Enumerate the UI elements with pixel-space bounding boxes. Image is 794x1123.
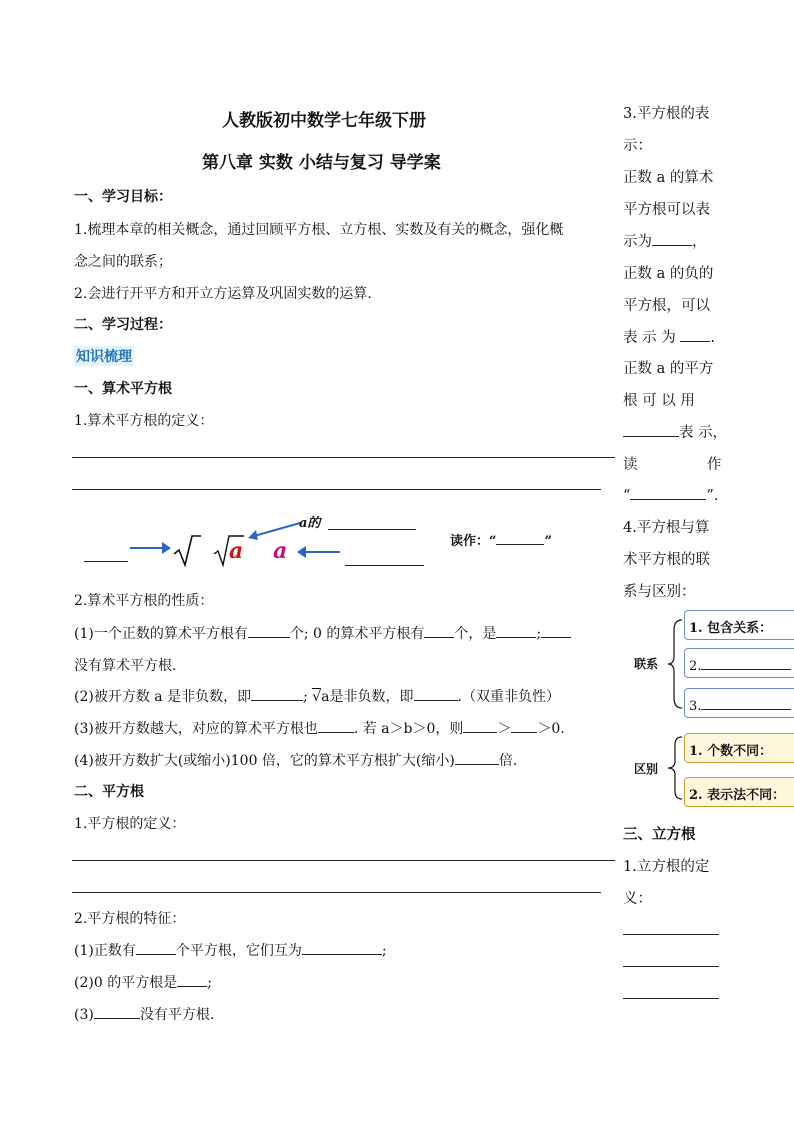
side-line: 正数 a 的平方 [623, 361, 714, 377]
a-label [299, 512, 320, 531]
f2-text-a: (2)0 的平方根是 [74, 975, 178, 991]
side-text: 表 示 为 [623, 330, 676, 346]
brace-icon [666, 735, 684, 801]
f2-text-b: ; [207, 975, 212, 991]
knowledge-tag: 知识梳理 [74, 346, 134, 366]
side-line: 平方根，可以 [623, 298, 710, 314]
features-title: 2.平方根的特征： [74, 911, 186, 927]
relation-box-3 [684, 688, 794, 718]
side-line: 正数 a 的负的 [623, 266, 714, 282]
property-1-cont: 没有算术平方根. [74, 658, 177, 674]
section-1-definition: 1.算术平方根的定义： [74, 413, 214, 429]
p4-text-a: (4)被开方数扩大(或缩小)100 倍，它的算术平方根扩大(缩小) [74, 753, 455, 769]
blank [414, 686, 458, 701]
goal-item-1: 1.梳理本章的相关概念，通过回顾平方根、立方根、实数及有关的概念，强化概 [74, 222, 564, 238]
radical-sign-icon [172, 534, 202, 568]
blank [630, 485, 706, 500]
answer-line [72, 860, 615, 861]
side-line [623, 485, 718, 504]
section-3-definition: 1.立方根的定 [623, 859, 710, 875]
p3-text-a: (3)被开方数越大，对应的算术平方根也 [74, 721, 318, 737]
answer-line [72, 892, 601, 893]
blank [652, 231, 692, 246]
blank [701, 655, 791, 670]
side-line: 作 [707, 457, 722, 473]
property-1 [74, 623, 571, 643]
side-text: . [710, 330, 715, 346]
blank [455, 750, 499, 765]
process-heading: 二、学习过程： [74, 317, 172, 333]
blank [424, 623, 454, 638]
side-line [623, 421, 727, 442]
diagram-blank-left [84, 561, 128, 562]
feature-3 [74, 1004, 214, 1024]
blank [302, 940, 382, 955]
feature-1 [74, 940, 387, 960]
a-label-text: a的 [299, 516, 321, 531]
blank [680, 327, 710, 342]
relation-box-2-label: 2. [689, 659, 702, 674]
difference-box-1 [684, 733, 794, 763]
doc-title: 人教版初中数学七年级下册 [222, 111, 426, 131]
p2-text-c: a是非负数，即 [321, 689, 414, 705]
section-2-heading: 二、平方根 [74, 784, 144, 800]
section-1-heading: 一、算术平方根 [74, 381, 172, 397]
relation-box-1-text: 1. 包含关系： [689, 621, 773, 636]
f3-text-a: (3) [74, 1007, 94, 1023]
answer-line [623, 934, 719, 935]
p4-text-b: 倍. [498, 753, 518, 769]
relation-label: 联系 [634, 657, 659, 671]
p3-text-c: ＞ [497, 721, 512, 737]
read-as-close: ” [544, 534, 552, 549]
difference-box-2-text: 2. 表示法不同： [689, 788, 786, 803]
answer-line [623, 998, 719, 999]
property-3 [74, 718, 565, 738]
blank [318, 718, 354, 733]
feature-2 [74, 972, 212, 992]
side-text: ， [692, 234, 707, 250]
side-line: 4.平方根与算 [623, 520, 710, 536]
p1-text-a: (1)一个正数的算术平方根有 [74, 626, 248, 642]
property-2 [74, 686, 560, 706]
radicand-a: a [229, 538, 244, 564]
side-text: 示为 [623, 234, 652, 250]
f1-text-b: 个平方根，它们互为 [175, 943, 302, 959]
relation-box-2 [684, 648, 794, 678]
f1-text-a: (1)正数有 [74, 943, 136, 959]
goals-heading: 一、学习目标： [74, 189, 172, 205]
p2-text-a: (2)被开方数 a 是非负数，即 [74, 689, 252, 705]
blank [623, 422, 679, 437]
side-line: 正数 a 的算术 [623, 170, 714, 186]
p1-text-d: ; [536, 626, 542, 642]
side-line [623, 326, 715, 347]
relation-box-3-label: 3. [689, 699, 702, 714]
blank [94, 1004, 140, 1019]
side-line: 3.平方根的表 [623, 106, 710, 122]
read-as-label [450, 530, 552, 549]
section-3-definition-cont: 义： [623, 891, 652, 907]
side-line: 根 可 以 用 [623, 393, 695, 409]
side-line: 示： [623, 138, 652, 154]
side-text: 表 示， [679, 425, 728, 441]
relation-box-2-text [689, 655, 791, 674]
p1-text-c: 个，是 [454, 626, 497, 642]
side-text: ”. [706, 488, 719, 504]
blank [511, 718, 537, 733]
difference-box-1-text: 1. 个数不同： [689, 744, 773, 759]
side-line: 平方根可以表 [623, 202, 710, 218]
blank [248, 623, 290, 638]
arrow-up-left-icon [246, 520, 302, 542]
blank [496, 623, 536, 638]
diagram-blank-top [328, 529, 416, 530]
p2-text-b: ; [303, 689, 308, 705]
p3-text-d: ＞0. [537, 721, 565, 737]
section-2-definition: 1.平方根的定义： [74, 816, 186, 832]
goal-item-2: 2.会进行开平方和开立方运算及巩固实数的运算. [74, 286, 372, 302]
brace-icon [666, 618, 684, 710]
blank [136, 940, 176, 955]
relation-box-3-text [689, 695, 791, 714]
blank [463, 718, 497, 733]
answer-line [623, 966, 719, 967]
f3-text-b: 没有平方根. [139, 1007, 215, 1023]
f1-text-c: ; [381, 943, 387, 959]
p1-text-b: 个; 0 的算术平方根有 [289, 626, 425, 642]
goal-item-1-cont: 念之间的联系； [74, 254, 172, 270]
side-line: 系与区别： [623, 584, 696, 600]
p2-text-d: .（双重非负性） [457, 689, 560, 705]
arrow-left-icon [296, 545, 342, 559]
section-3-heading: 三、立方根 [623, 826, 696, 843]
p3-text-b: . 若 a＞b＞0，则 [353, 721, 464, 737]
blank [701, 695, 791, 710]
side-line [623, 230, 707, 251]
side-text: “ [623, 488, 631, 504]
difference-box-2 [684, 777, 794, 807]
letter-a: a [273, 538, 288, 564]
relation-box-1 [684, 610, 794, 640]
side-line: 读 [623, 457, 638, 473]
sqrt-a-symbol: √ [312, 689, 322, 705]
answer-line [72, 489, 601, 490]
diagram-blank-right [345, 565, 424, 566]
arrow-right-icon [128, 538, 172, 558]
blank [251, 686, 303, 701]
read-as-text: 读作：“ [450, 534, 497, 549]
properties-title: 2.算术平方根的性质： [74, 593, 214, 609]
doc-subtitle: 第八章 实数 小结与复习 导学案 [202, 153, 441, 173]
property-4 [74, 750, 517, 770]
read-as-blank [496, 530, 544, 545]
blank [541, 623, 571, 638]
blank [177, 972, 207, 987]
answer-line [72, 457, 615, 458]
difference-label: 区别 [634, 762, 659, 776]
side-line: 术平方根的联 [623, 552, 710, 568]
